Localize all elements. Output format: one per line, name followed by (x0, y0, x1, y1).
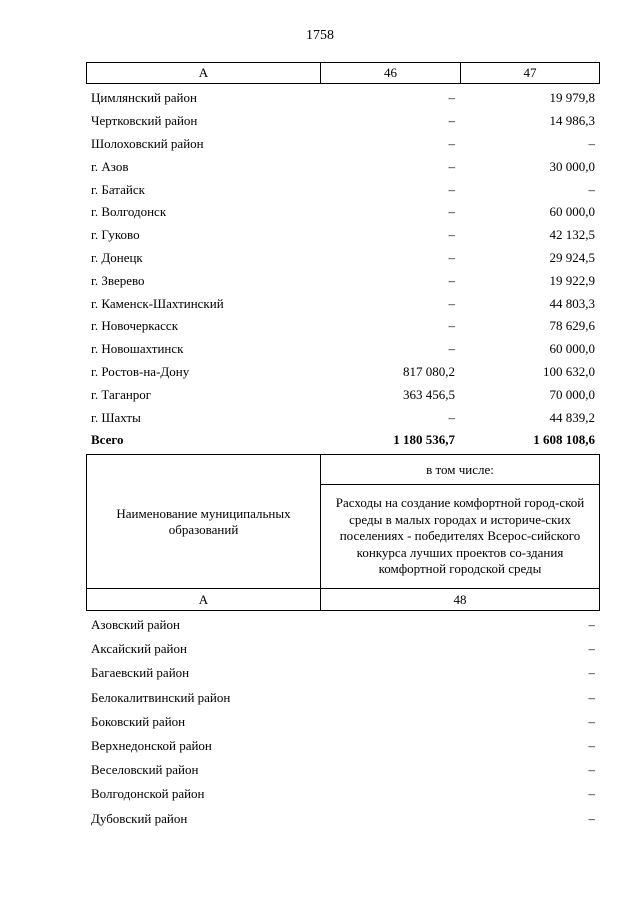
row-value-46: – (448, 204, 455, 220)
row-name: г. Донецк (91, 249, 143, 265)
table2-header (86, 454, 600, 611)
row-name: г. Новошахтинск (91, 341, 184, 357)
table-row (86, 338, 600, 361)
header-col-a: А (87, 589, 321, 610)
table-row (86, 637, 600, 661)
column-index-row (87, 588, 599, 610)
table-row (86, 315, 600, 338)
table2-body (86, 613, 600, 831)
row-value-47: 60 000,0 (549, 341, 595, 357)
table-row (86, 247, 600, 270)
row-value-47: 60 000,0 (549, 204, 595, 220)
page-number: 1758 (306, 28, 334, 43)
table-row (86, 758, 600, 782)
table-row (86, 613, 600, 637)
row-value-46: – (448, 135, 455, 151)
row-value-47: 44 803,3 (549, 295, 595, 311)
row-name: г. Волгодонск (91, 204, 167, 220)
row-value-46: – (448, 249, 455, 265)
table-row (86, 782, 600, 806)
table-row (86, 710, 600, 734)
header-col-46: 46 (321, 63, 461, 83)
row-name: г. Ростов-на-Дону (91, 363, 190, 379)
row-name: Верхнедонской район (91, 738, 212, 754)
header-col-48: 48 (453, 591, 467, 607)
row-value-48: – (588, 810, 595, 826)
table-row (86, 734, 600, 758)
table-row (86, 292, 600, 315)
row-value-48: – (588, 786, 595, 802)
row-value-47: 78 629,6 (549, 318, 595, 334)
row-name: г. Таганрог (91, 386, 152, 402)
including-header: в том числе: (321, 455, 599, 485)
row-value-48: – (588, 738, 595, 754)
row-value-47: 14 986,3 (549, 113, 595, 129)
row-value-48: – (588, 713, 595, 729)
municipality-name-header: Наименование муниципальных образований (87, 455, 321, 588)
header-col-47: 47 (523, 65, 537, 80)
total-value-46: 1 180 536,7 (393, 432, 455, 448)
row-name: Дубовский район (91, 810, 188, 826)
table-row (86, 178, 600, 201)
table-row (86, 87, 600, 110)
table-row (86, 133, 600, 156)
row-value-48: – (588, 641, 595, 657)
row-value-46: – (448, 90, 455, 106)
row-name: г. Азов (91, 158, 129, 174)
row-name: г. Гуково (91, 227, 140, 243)
header-col-a: А (87, 63, 321, 83)
table-row (86, 383, 600, 406)
row-value-48: – (588, 689, 595, 705)
row-name: Азовский район (91, 617, 180, 633)
row-value-47: 19 922,9 (549, 272, 595, 288)
table-row (86, 807, 600, 831)
table-row (86, 361, 600, 384)
row-name: Веселовский район (91, 762, 199, 778)
row-value-46: – (448, 272, 455, 288)
row-value-47: 100 632,0 (543, 363, 595, 379)
row-name: г. Шахты (91, 409, 141, 425)
table-row (86, 686, 600, 710)
row-value-46: 817 080,2 (403, 363, 455, 379)
table-row (86, 224, 600, 247)
total-value-47: 1 608 108,6 (533, 432, 595, 448)
row-name: Белокалитвинский район (91, 689, 231, 705)
row-value-47: 29 924,5 (549, 249, 595, 265)
row-name: Аксайский район (91, 641, 187, 657)
row-name: Чертковский район (91, 113, 198, 129)
row-name: Волгодонской район (91, 786, 205, 802)
table1-body (86, 87, 600, 452)
table-row (86, 269, 600, 292)
row-value-47: 19 979,8 (549, 90, 595, 106)
table-row (86, 155, 600, 178)
row-value-46: – (448, 158, 455, 174)
row-value-46: 363 456,5 (403, 386, 455, 402)
row-name: Шолоховский район (91, 135, 204, 151)
table-row (86, 661, 600, 685)
row-value-47: 30 000,0 (549, 158, 595, 174)
total-label: Всего (91, 432, 124, 448)
table-row (86, 201, 600, 224)
row-name: Боковский район (91, 713, 186, 729)
row-value-47: 42 132,5 (549, 227, 595, 243)
row-name: г. Каменск-Шахтинский (91, 295, 224, 311)
table-row (86, 406, 600, 429)
row-name: Багаевский район (91, 665, 190, 681)
row-value-47: 44 839,2 (549, 409, 595, 425)
row-name: Цимлянский район (91, 90, 197, 106)
row-value-48: – (588, 665, 595, 681)
row-value-46: – (448, 227, 455, 243)
row-value-47: – (588, 135, 595, 151)
row-value-47: – (588, 181, 595, 197)
row-name: г. Зверево (91, 272, 145, 288)
expense-description-header: Расходы на создание комфортной город-ской среды в малых городах и историче-ских поселениях - победителях Всерос-сийского конкурса лучших проектов со-здания комфортной городской среды (335, 495, 585, 577)
total-row (86, 429, 600, 452)
row-value-48: – (588, 762, 595, 778)
row-name: г. Батайск (91, 181, 145, 197)
row-value-48: – (588, 617, 595, 633)
row-name: г. Новочеркасск (91, 318, 179, 334)
row-value-46: – (448, 409, 455, 425)
row-value-46: – (448, 318, 455, 334)
table-row (86, 110, 600, 133)
row-value-47: 70 000,0 (549, 386, 595, 402)
table1-header (86, 62, 600, 84)
row-value-46: – (448, 181, 455, 197)
row-value-46: – (448, 113, 455, 129)
row-value-46: – (448, 341, 455, 357)
row-value-46: – (448, 295, 455, 311)
